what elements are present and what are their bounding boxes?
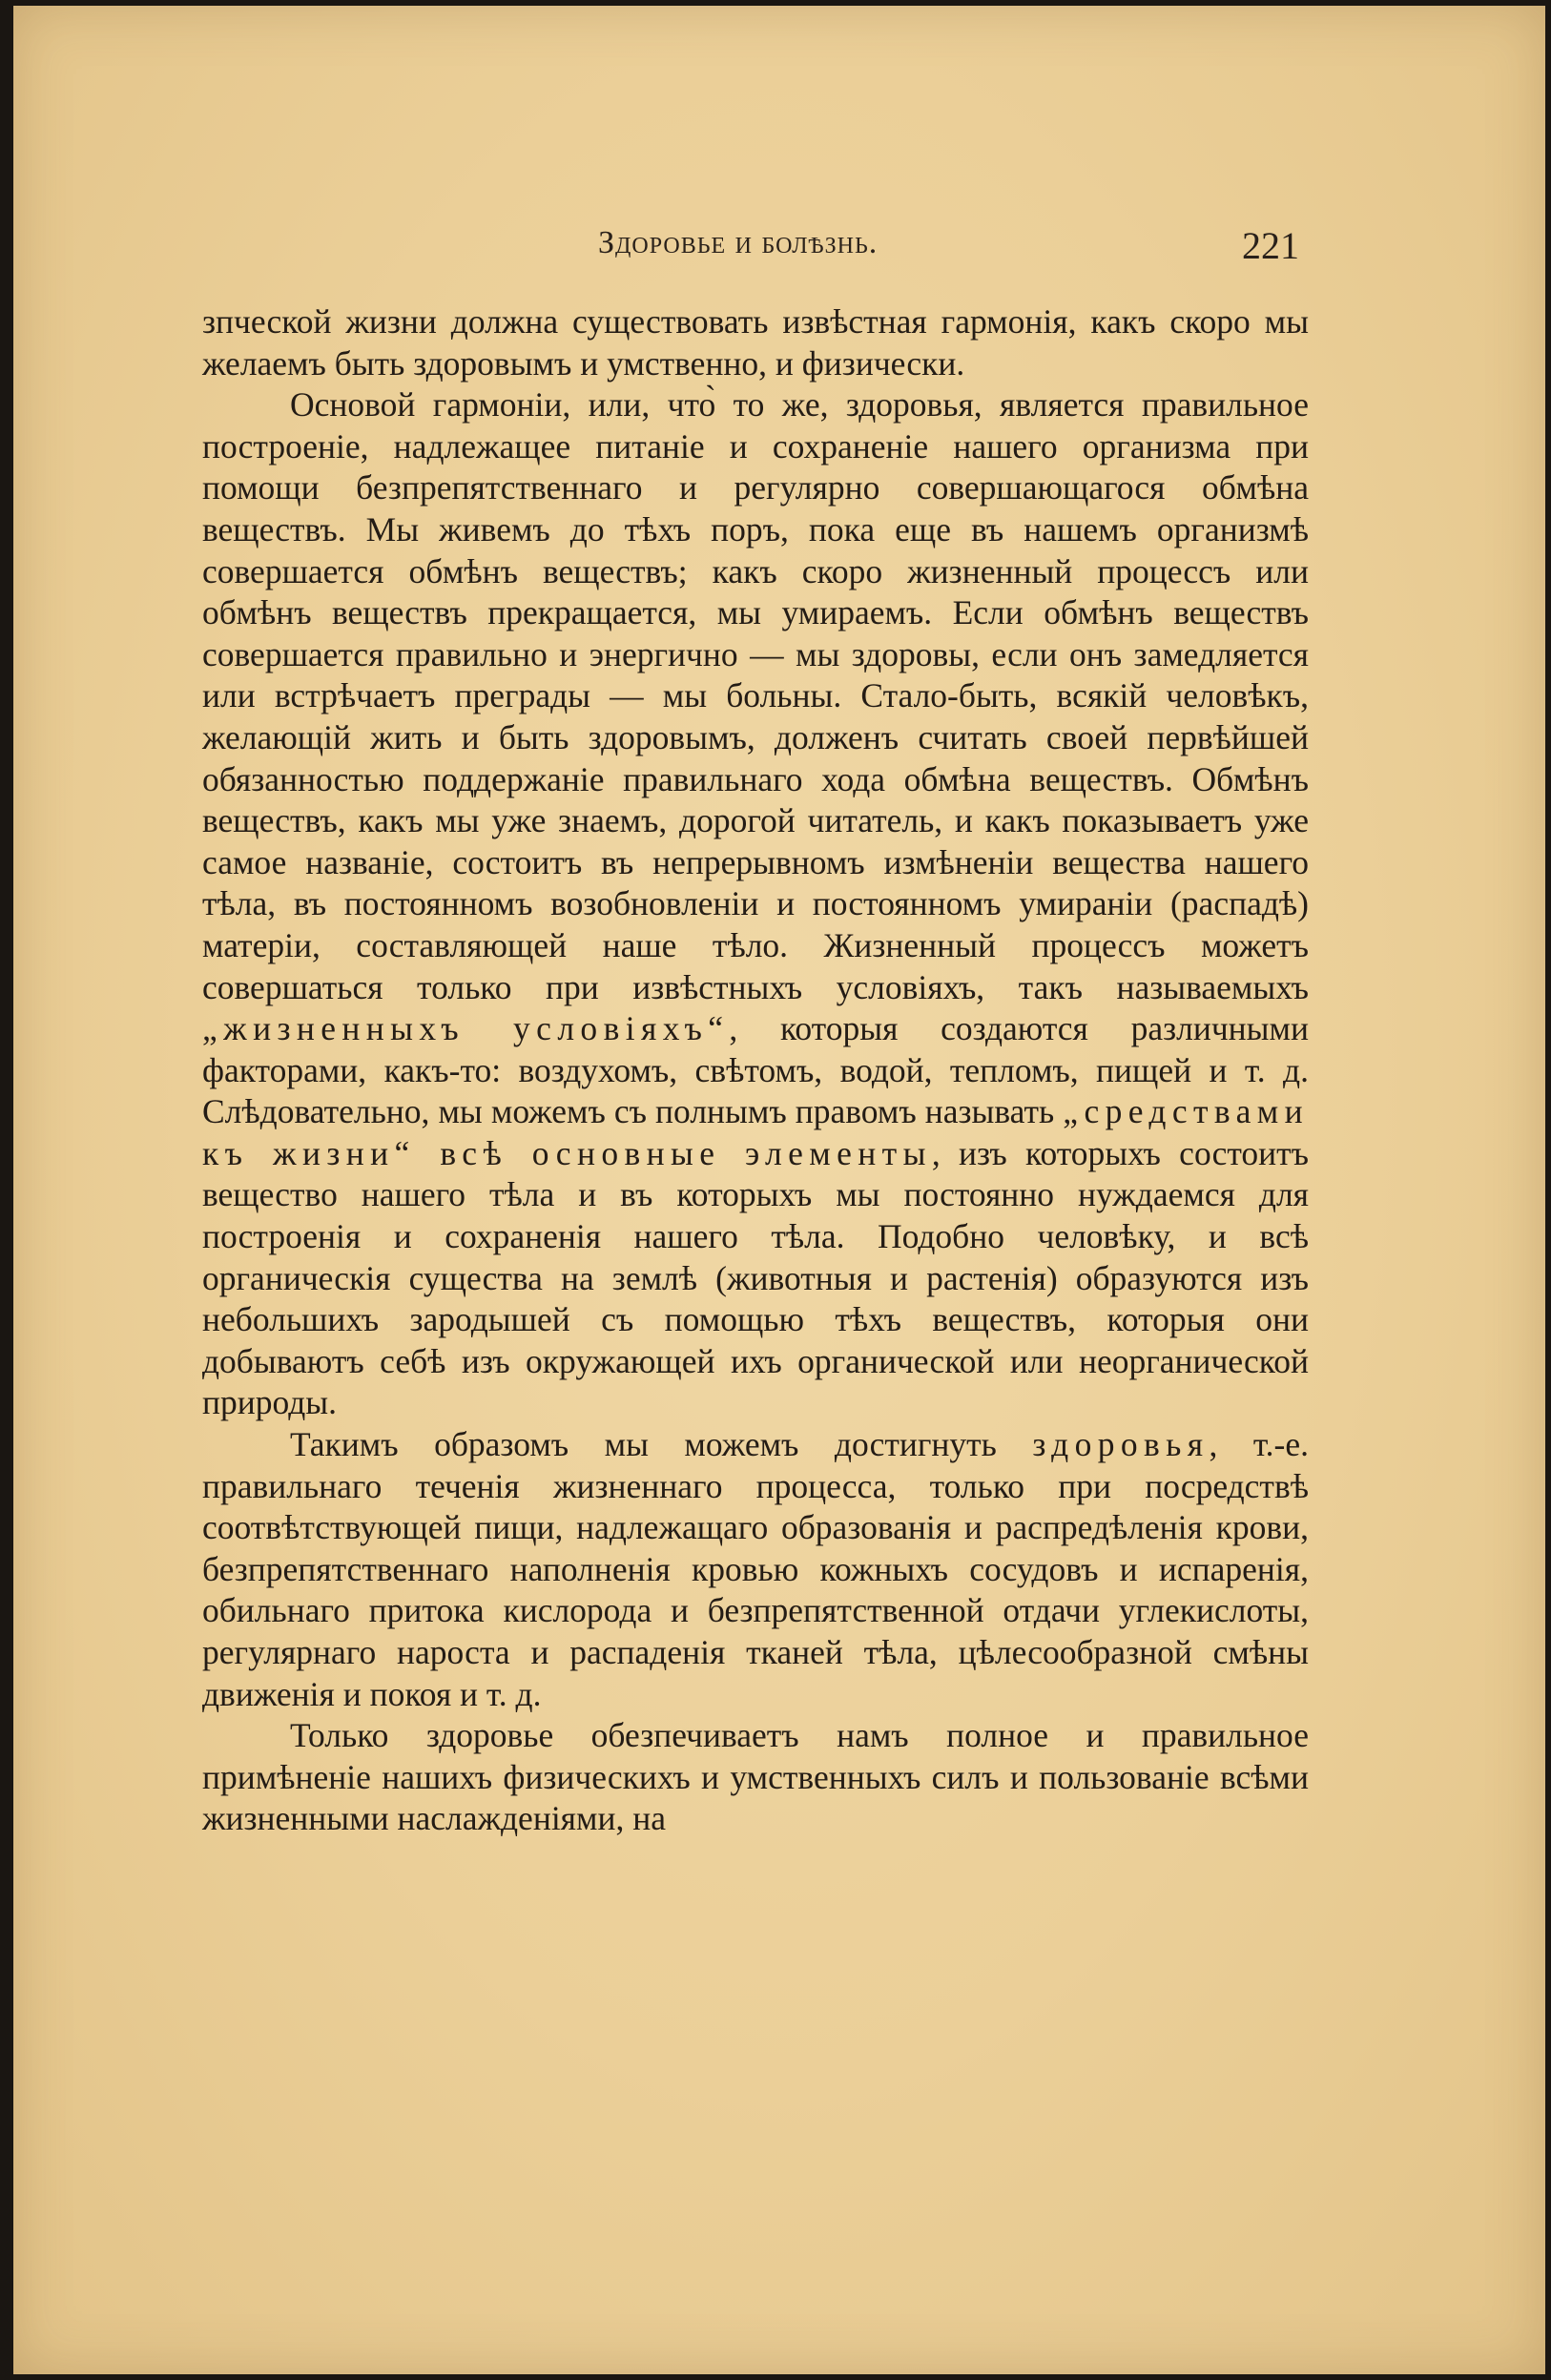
paragraph-4 [202, 1715, 1309, 1840]
text-segment: Такимъ образомъ мы можемъ достигнуть [290, 1425, 1033, 1464]
text-segment: Только здоровье обезпечиваетъ намъ полное и правильное примѣненіе нашихъ физическихъ и умственныхъ силъ и пользованіе всѣми жизненными наслажденіями, на [202, 1716, 1309, 1838]
text-segment: зпческой жизни должна существовать извѣстная гармонія, какъ скоро мы желаемъ быть здоровымъ и умственно, и физически. [202, 302, 1309, 383]
text-segment: , изъ которыхъ состоитъ вещество нашего тѣла и въ которыхъ мы постоянно нуждаемся для построенія и сохраненія нашего тѣла. Подобно человѣку, и всѣ органическія существа на землѣ (животныя и растенія) образуются изъ небольшихъ зародышей съ помощью тѣхъ веществъ, которыя они добываютъ себѣ изъ окружающей ихъ органической или неорганической природы. [202, 1133, 1309, 1422]
text-segment: , которыя создаются различными факторами, какъ-то: воздухомъ, свѣтомъ, водой, тепломъ, пищей и т. д. Слѣдовательно, мы можемъ съ полнымъ правомъ называть [202, 1009, 1309, 1131]
paragraph-1 [202, 301, 1309, 384]
book-page [13, 6, 1545, 2374]
spaced-emphasis: „жизненныхъ условіяхъ“ [202, 1009, 730, 1048]
paragraph-2 [202, 384, 1309, 1424]
text-segment: Основой гармоніи, или, что̀ то же, здоровья, является правильное построеніе, надлежащее питаніе и сохраненіе нашего организма при помощи безпрепятственнаго и регулярно совершающагося обмѣна веществъ. Мы живемъ до тѣхъ поръ, пока еще въ нашемъ организмѣ совершается обмѣнъ веществъ; какъ скоро жизненный процессъ или обмѣнъ веществъ прекращается, мы умираемъ. Если обмѣнъ веществъ совершается правильно и энергично — мы здоровы, если онъ замедляется или встрѣчаетъ преграды — мы больны. Стало-быть, всякій человѣкъ, желающій жить и быть здоровымъ, долженъ считать своей первѣйшей обязанностью поддержаніе правильнаго хода обмѣна веществъ. Обмѣнъ веществъ, какъ мы уже знаемъ, дорогой читатель, и какъ показываетъ уже самое названіе, состоитъ въ непрерывномъ измѣненіи вещества нашего тѣла, въ постоянномъ возобновленіи и постоянномъ умираніи (распадѣ) матеріи, составляющей наше тѣло. Жизненный процессъ можетъ совершаться только при извѣстныхъ условіяхъ, такъ называемыхъ [202, 385, 1309, 1006]
running-head: Здоровье и болѣзнь. [598, 225, 879, 260]
page-number: 221 [1242, 224, 1299, 267]
body-text [202, 301, 1309, 1840]
page-header [212, 223, 1309, 280]
spaced-emphasis: здоровья [1032, 1425, 1210, 1464]
spaced-emphasis: „средствами къ жизни“ всѣ основные элементы [202, 1092, 1309, 1172]
text-segment: , т.-е. правильнаго теченія жизненнаго процесса, только при посредствѣ соотвѣтствующей пищи, надлежащаго образованія и распредѣленія крови, безпрепятственнаго наполненія кровью кожныхъ сосудовъ и испаренія, обильнаго притока кислорода и безпрепятственной отдачи углекислоты, регулярнаго нароста и распаденія тканей тѣла, цѣлесообразной смѣны движенія и покоя и т. д. [202, 1425, 1309, 1713]
paragraph-3 [202, 1424, 1309, 1715]
